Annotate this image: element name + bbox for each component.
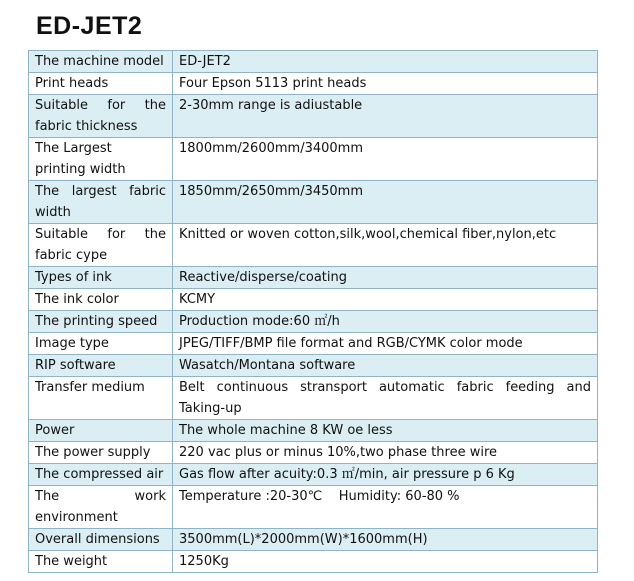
spec-value: 1250Kg: [173, 551, 598, 573]
spec-label: Print heads: [29, 73, 173, 95]
table-row: [29, 267, 598, 289]
table-row: [29, 224, 598, 267]
spec-value: Gas flow after acuity:0.3 ㎡/min, air pressure p 6 Kg: [173, 464, 598, 486]
table-row: [29, 529, 598, 551]
document-title: ED-JET2: [36, 12, 143, 40]
spec-label: Power: [29, 420, 173, 442]
table-row: [29, 486, 598, 529]
spec-value: The whole machine 8 KW oe less: [173, 420, 598, 442]
spec-value: JPEG/TIFF/BMP file format and RGB/CYMK color mode: [173, 333, 598, 355]
table-row: [29, 289, 598, 311]
table-row: [29, 73, 598, 95]
table-row: [29, 333, 598, 355]
spec-value: Reactive/disperse/coating: [173, 267, 598, 289]
spec-value: ED-JET2: [173, 51, 598, 73]
table-row: [29, 377, 598, 420]
spec-label: The power supply: [29, 442, 173, 464]
table-row: [29, 95, 598, 138]
table-row: [29, 138, 598, 181]
spec-value: 3500mm(L)*2000mm(W)*1600mm(H): [173, 529, 598, 551]
spec-label: The compressed air: [29, 464, 173, 486]
spec-label: The largest fabric width: [29, 181, 173, 224]
spec-label: The work environment: [29, 486, 173, 529]
spec-label: Suitable for the fabric thickness: [29, 95, 173, 138]
spec-value: 220 vac plus or minus 10%,two phase three wire: [173, 442, 598, 464]
spec-value: 2-30mm range is adiustable: [173, 95, 598, 138]
spec-value: Temperature :20-30℃ Humidity: 60-80 %: [173, 486, 598, 529]
table-row: [29, 355, 598, 377]
spec-label: Transfer medium: [29, 377, 173, 420]
table-row: [29, 464, 598, 486]
spec-label: Overall dimensions: [29, 529, 173, 551]
table-row: [29, 420, 598, 442]
table-row: [29, 51, 598, 73]
spec-value: Four Epson 5113 print heads: [173, 73, 598, 95]
table-row: [29, 551, 598, 573]
spec-value: Wasatch/Montana software: [173, 355, 598, 377]
table-row: [29, 442, 598, 464]
table-row: [29, 181, 598, 224]
spec-value: KCMY: [173, 289, 598, 311]
spec-label: Types of ink: [29, 267, 173, 289]
table-row: [29, 311, 598, 333]
spec-value: Production mode:60 ㎡/h: [173, 311, 598, 333]
spec-label: RIP software: [29, 355, 173, 377]
spec-label: The printing speed: [29, 311, 173, 333]
spec-label: Image type: [29, 333, 173, 355]
spec-value: 1850mm/2650mm/3450mm: [173, 181, 598, 224]
spec-value: Belt continuous stransport automatic fabric feeding and Taking-up: [173, 377, 598, 420]
spec-value: 1800mm/2600mm/3400mm: [173, 138, 598, 181]
spec-label: The weight: [29, 551, 173, 573]
spec-label: The Largest printing width: [29, 138, 173, 181]
spec-table: [28, 50, 598, 573]
spec-value: Knitted or woven cotton,silk,wool,chemical fiber,nylon,etc: [173, 224, 598, 267]
spec-label: The ink color: [29, 289, 173, 311]
spec-label: The machine model: [29, 51, 173, 73]
spec-label: Suitable for the fabric cype: [29, 224, 173, 267]
